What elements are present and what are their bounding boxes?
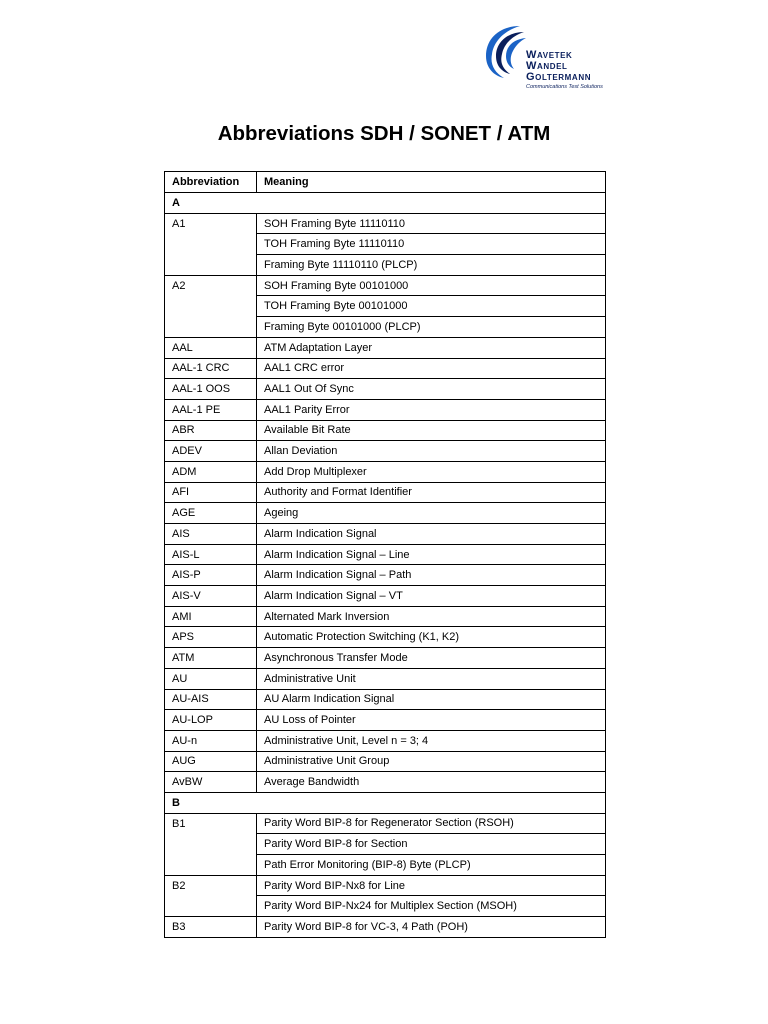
section-row: [165, 193, 606, 214]
meaning-cell: Framing Byte 00101000 (PLCP): [257, 317, 606, 338]
meaning-cell: Available Bit Rate: [257, 420, 606, 441]
abbreviation-cell: [165, 896, 257, 917]
abbreviation-cell: B3: [165, 917, 257, 938]
logo-line-1: Wavetek: [526, 49, 573, 61]
abbreviation-cell: ADM: [165, 461, 257, 482]
table-row: [165, 255, 606, 276]
table-row: [165, 606, 606, 627]
meaning-cell: Alarm Indication Signal – VT: [257, 586, 606, 607]
table-row: [165, 627, 606, 648]
table-row: [165, 710, 606, 731]
table-row: [165, 772, 606, 793]
table-row: [165, 855, 606, 876]
table-row: [165, 524, 606, 545]
table-row: [165, 482, 606, 503]
meaning-cell: Parity Word BIP-8 for Regenerator Section (RSOH): [257, 813, 606, 834]
meaning-cell: TOH Framing Byte 11110110: [257, 234, 606, 255]
abbreviation-cell: AIS: [165, 524, 257, 545]
meaning-cell: ATM Adaptation Layer: [257, 337, 606, 358]
table-body: [165, 193, 606, 938]
table-row: [165, 379, 606, 400]
table-row: [165, 813, 606, 834]
table-row: [165, 751, 606, 772]
section-letter: A: [165, 193, 606, 214]
meaning-cell: Add Drop Multiplexer: [257, 461, 606, 482]
page-title: Abbreviations SDH / SONET / ATM: [217, 122, 551, 145]
meaning-cell: SOH Framing Byte 00101000: [257, 275, 606, 296]
abbreviation-cell: AGE: [165, 503, 257, 524]
header-abbreviation: Abbreviation: [165, 172, 257, 193]
abbreviation-cell: AFI: [165, 482, 257, 503]
table-row: [165, 875, 606, 896]
meaning-cell: Alarm Indication Signal: [257, 524, 606, 545]
meaning-cell: Parity Word BIP-8 for VC-3, 4 Path (POH): [257, 917, 606, 938]
table-row: [165, 358, 606, 379]
meaning-cell: Administrative Unit: [257, 668, 606, 689]
meaning-cell: Administrative Unit Group: [257, 751, 606, 772]
meaning-cell: Allan Deviation: [257, 441, 606, 462]
table-row: [165, 834, 606, 855]
table-row: [165, 648, 606, 669]
meaning-cell: Asynchronous Transfer Mode: [257, 648, 606, 669]
abbreviation-cell: AIS-V: [165, 586, 257, 607]
section-letter: B: [165, 792, 606, 813]
table-row: [165, 917, 606, 938]
meaning-cell: Alarm Indication Signal – Line: [257, 544, 606, 565]
abbreviation-cell: A1: [165, 213, 257, 234]
abbreviation-cell: AU-n: [165, 730, 257, 751]
abbreviation-cell: ATM: [165, 648, 257, 669]
table-row: [165, 275, 606, 296]
meaning-cell: TOH Framing Byte 00101000: [257, 296, 606, 317]
meaning-cell: Path Error Monitoring (BIP-8) Byte (PLCP): [257, 855, 606, 876]
table-row: [165, 896, 606, 917]
abbreviation-cell: AUG: [165, 751, 257, 772]
abbreviation-cell: [165, 255, 257, 276]
meaning-cell: AU Loss of Pointer: [257, 710, 606, 731]
meaning-cell: Alarm Indication Signal – Path: [257, 565, 606, 586]
table-row: [165, 441, 606, 462]
table-row: [165, 213, 606, 234]
table-row: [165, 586, 606, 607]
logo-tagline: Communications Test Solutions: [526, 84, 603, 90]
meaning-cell: AU Alarm Indication Signal: [257, 689, 606, 710]
table-row: [165, 503, 606, 524]
meaning-cell: AAL1 Out Of Sync: [257, 379, 606, 400]
abbreviation-cell: AIS-L: [165, 544, 257, 565]
abbreviation-cell: AU-LOP: [165, 710, 257, 731]
abbreviation-cell: AAL-1 CRC: [165, 358, 257, 379]
header-meaning: Meaning: [257, 172, 606, 193]
table-row: [165, 730, 606, 751]
meaning-cell: SOH Framing Byte 11110110: [257, 213, 606, 234]
meaning-cell: Parity Word BIP-Nx24 for Multiplex Section (MSOH): [257, 896, 606, 917]
meaning-cell: Automatic Protection Switching (K1, K2): [257, 627, 606, 648]
table-row: [165, 399, 606, 420]
table-row: [165, 668, 606, 689]
meaning-cell: Authority and Format Identifier: [257, 482, 606, 503]
meaning-cell: Alternated Mark Inversion: [257, 606, 606, 627]
meaning-cell: Parity Word BIP-8 for Section: [257, 834, 606, 855]
wave-logo-icon: [480, 22, 530, 82]
abbreviation-cell: AAL-1 PE: [165, 399, 257, 420]
table-row: [165, 420, 606, 441]
abbreviations-table: [164, 171, 606, 938]
abbreviation-cell: [165, 234, 257, 255]
abbreviation-cell: APS: [165, 627, 257, 648]
meaning-cell: Parity Word BIP-Nx8 for Line: [257, 875, 606, 896]
abbreviation-cell: AU: [165, 668, 257, 689]
meaning-cell: Administrative Unit, Level n = 3; 4: [257, 730, 606, 751]
abbreviation-cell: [165, 834, 257, 855]
abbreviation-cell: AAL: [165, 337, 257, 358]
abbreviation-cell: [165, 296, 257, 317]
meaning-cell: AAL1 CRC error: [257, 358, 606, 379]
logo-wordmark: [526, 50, 603, 90]
abbreviation-cell: AU-AIS: [165, 689, 257, 710]
meaning-cell: Average Bandwidth: [257, 772, 606, 793]
table-row: [165, 461, 606, 482]
section-row: [165, 792, 606, 813]
meaning-cell: Framing Byte 11110110 (PLCP): [257, 255, 606, 276]
abbreviation-cell: A2: [165, 275, 257, 296]
table-header-row: [165, 172, 606, 193]
table-row: [165, 565, 606, 586]
abbreviation-cell: AIS-P: [165, 565, 257, 586]
logo-line-3: Goltermann: [526, 71, 592, 83]
abbreviation-cell: AMI: [165, 606, 257, 627]
abbreviation-cell: ADEV: [165, 441, 257, 462]
abbreviation-cell: ABR: [165, 420, 257, 441]
table-row: [165, 296, 606, 317]
table-row: [165, 337, 606, 358]
abbreviation-cell: B1: [165, 813, 257, 834]
abbreviation-cell: AAL-1 OOS: [165, 379, 257, 400]
abbreviation-cell: AvBW: [165, 772, 257, 793]
logo-line-2: Wandel: [526, 60, 568, 72]
abbreviation-cell: B2: [165, 875, 257, 896]
table-row: [165, 544, 606, 565]
table-row: [165, 317, 606, 338]
abbreviation-cell: [165, 317, 257, 338]
table-row: [165, 234, 606, 255]
table-row: [165, 689, 606, 710]
meaning-cell: AAL1 Parity Error: [257, 399, 606, 420]
abbreviation-cell: [165, 855, 257, 876]
company-logo: [480, 22, 620, 92]
meaning-cell: Ageing: [257, 503, 606, 524]
